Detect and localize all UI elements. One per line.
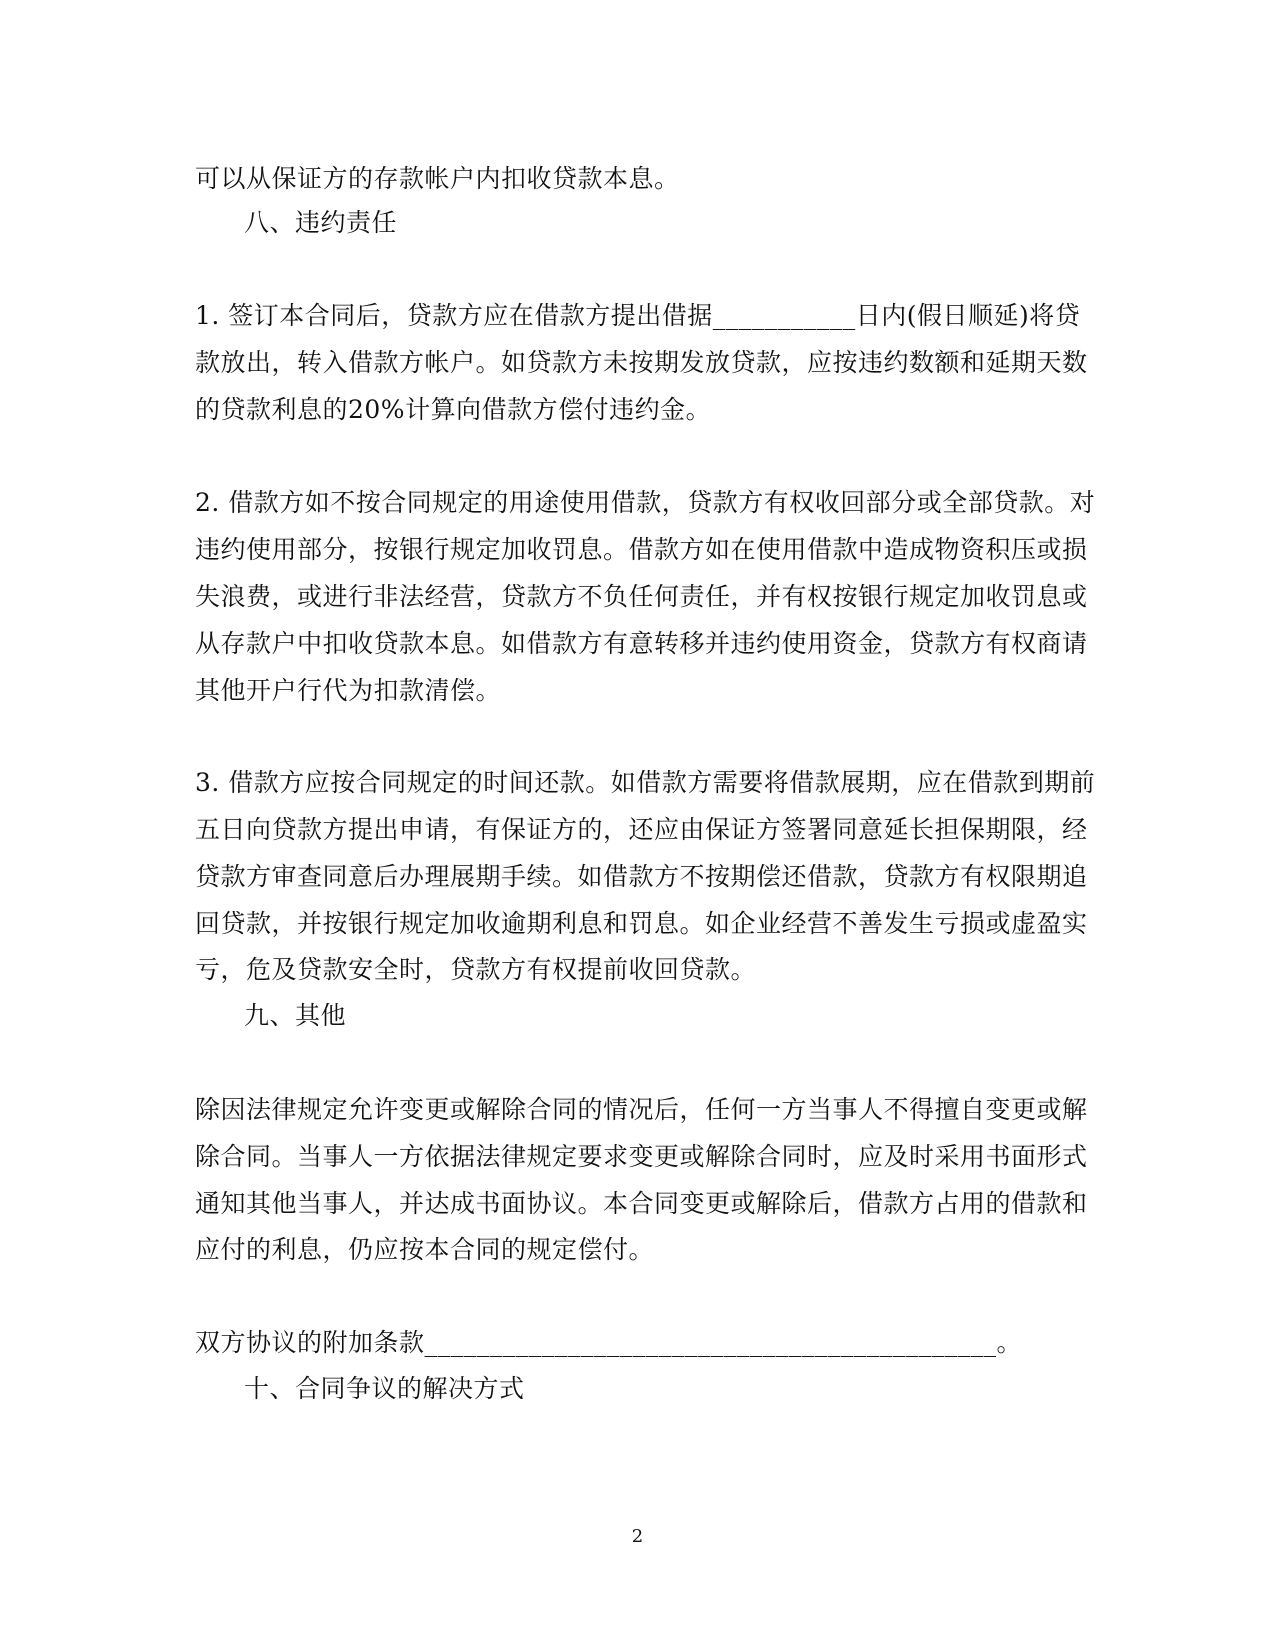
text-line: 其他开户行代为扣款清偿。 — [195, 676, 502, 705]
text-line: 1. 签订本合同后，贷款方应在借款方提出借据___________日内(假日顺延)将贷 — [195, 301, 1081, 330]
text-line: 回贷款，并按银行规定加收逾期利息和罚息。如企业经营不善发生亏损或虚盈实 — [195, 909, 1088, 938]
text-line: 除合同。当事人一方依据法律规定要求变更或解除合同时，应及时采用书面形式 — [195, 1142, 1088, 1171]
text-line: 贷款方审查同意后办理展期手续。如借款方不按期偿还借款，贷款方有权限期追 — [195, 862, 1088, 891]
text-line: 五日向贷款方提出申请，有保证方的，还应由保证方签署同意延长担保期限，经 — [195, 815, 1088, 844]
text-line: 应付的利息，仍应按本合同的规定偿付。 — [195, 1235, 655, 1264]
text-line: 3. 借款方应按合同规定的时间还款。如借款方需要将借款展期，应在借款到期前 — [195, 768, 1096, 797]
text-line: 双方协议的附加条款____________________________________________。 — [195, 1328, 1023, 1357]
text-line: 失浪费，或进行非法经营，贷款方不负任何责任，并有权按银行规定加收罚息或 — [195, 582, 1088, 611]
text-line: 亏，危及贷款安全时，贷款方有权提前收回贷款。 — [195, 955, 757, 984]
section-heading-eight: 八、违约责任 — [244, 208, 398, 237]
text-line: 从存款户中扣收贷款本息。如借款方有意转移并违约使用资金，贷款方有权商请 — [195, 629, 1088, 658]
page-number: 2 — [631, 1526, 644, 1547]
text-line: 违约使用部分，按银行规定加收罚息。借款方如在使用借款中造成物资积压或损 — [195, 535, 1088, 564]
text-line: 通知其他当事人，并达成书面协议。本合同变更或解除后，借款方占用的借款和 — [195, 1189, 1088, 1218]
section-heading-nine: 九、其他 — [244, 1001, 347, 1030]
text-line: 款放出，转入借款方帐户。如贷款方未按期发放贷款，应按违约数额和延期天数 — [195, 348, 1088, 377]
text-line: 2. 借款方如不按合同规定的用途使用借款，贷款方有权收回部分或全部贷款。对 — [195, 488, 1096, 517]
text-line: 的贷款利息的20%计算向借款方偿付违约金。 — [195, 395, 712, 424]
text-line: 可以从保证方的存款帐户内扣收贷款本息。 — [195, 164, 680, 193]
text-line: 除因法律规定允许变更或解除合同的情况后，任何一方当事人不得擅自变更或解 — [195, 1095, 1088, 1124]
section-heading-ten: 十、合同争议的解决方式 — [244, 1374, 525, 1403]
